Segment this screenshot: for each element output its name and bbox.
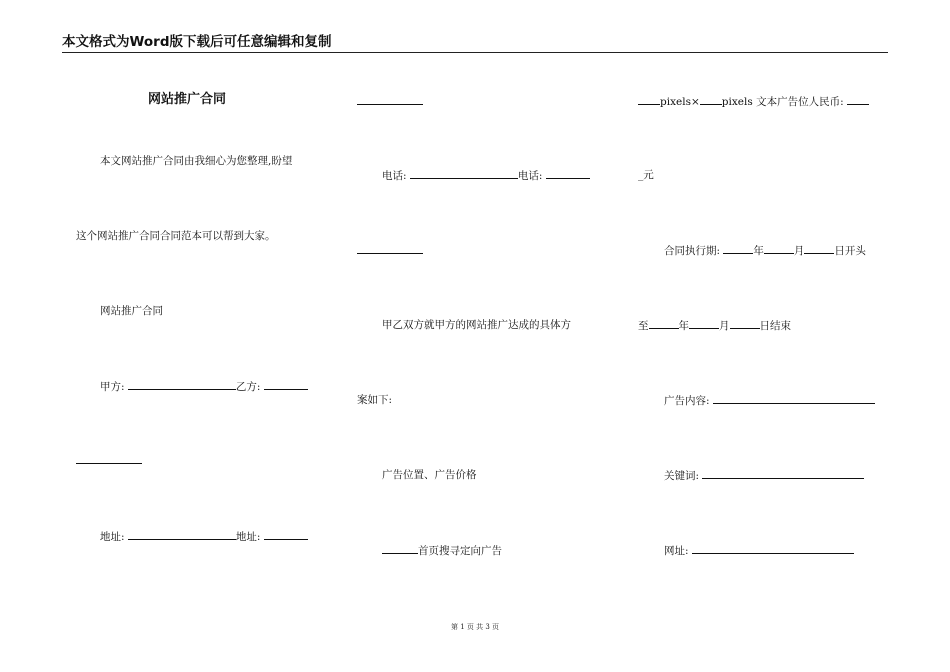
continuation-blank-2[interactable] [357, 104, 423, 105]
period-label: 合同执行期: [664, 245, 721, 257]
keywords-line [664, 468, 864, 483]
price-blank[interactable] [847, 94, 869, 105]
end-year-blank[interactable] [649, 318, 679, 329]
party-a-label: 甲方: [100, 381, 125, 393]
keywords-blank[interactable] [702, 468, 864, 479]
start-day-blank[interactable] [804, 243, 834, 254]
para-line-2: 案如下: [357, 394, 393, 406]
phone-a-label: 电话: [382, 170, 407, 182]
item-homepage-ad-line [382, 543, 502, 558]
ad-content-line [664, 393, 875, 408]
pixels-line [638, 94, 869, 109]
end-year-label: 年 [678, 320, 689, 332]
address-b-blank[interactable] [264, 529, 308, 540]
to-label: 至 [638, 320, 649, 332]
para-line-1: 甲乙双方就甲方的网站推广达成的具体方 [382, 319, 571, 331]
end-month-label: 月 [719, 320, 730, 332]
end-month-blank[interactable] [689, 318, 719, 329]
header-title: 本文格式为Word版下载后可任意编辑和复制 [62, 34, 332, 50]
address-line [100, 529, 308, 544]
period-end-line [638, 318, 791, 333]
contract-heading: 网站推广合同 [100, 305, 163, 317]
keywords-label: 关键词: [664, 470, 700, 482]
start-month-label: 月 [793, 245, 805, 257]
pixels-height-blank[interactable] [700, 94, 722, 105]
start-day-label: 日开头 [834, 245, 866, 257]
party-b-blank[interactable] [264, 379, 308, 390]
pixels-a-label: pixels× [660, 96, 700, 108]
continuation-blank-3[interactable] [357, 253, 423, 254]
phone-a-blank[interactable] [410, 168, 518, 179]
phone-line [382, 168, 590, 183]
phone-b-blank[interactable] [546, 168, 590, 179]
page-header [62, 34, 888, 53]
phone-b-label: 电话: [517, 170, 543, 182]
start-month-blank[interactable] [764, 243, 794, 254]
yuan-label: _元 [638, 169, 654, 181]
document-title: 网站推广合同 [148, 92, 227, 107]
url-label: 网址: [664, 545, 689, 557]
continuation-blank-1[interactable] [76, 463, 142, 464]
page-number: 第 1 页 共 3 页 [450, 623, 500, 631]
homepage-ad-blank[interactable] [382, 543, 418, 554]
end-day-label: 日结束 [759, 320, 791, 332]
pixels-width-blank[interactable] [638, 94, 660, 105]
ad-content-label: 广告内容: [664, 395, 710, 407]
party-line [100, 379, 308, 394]
period-start-line [664, 243, 866, 258]
address-a-label: 地址: [100, 531, 125, 543]
ad-content-blank[interactable] [713, 393, 875, 404]
address-b-label: 地址: [235, 531, 261, 543]
pixels-b-label: pixels 文本广告位人民币: [721, 96, 844, 108]
party-b-label: 乙方: [235, 381, 261, 393]
start-year-blank[interactable] [723, 243, 753, 254]
address-a-blank[interactable] [128, 529, 236, 540]
item-homepage-ad: 首页搜寻定向广告 [418, 545, 502, 557]
intro-line-2: 这个网站推广合同合同范本可以帮到大家。 [76, 230, 276, 242]
item-ad-position-price: 广告位置、广告价格 [382, 469, 477, 481]
end-day-blank[interactable] [730, 318, 760, 329]
url-line [664, 543, 854, 558]
party-a-blank[interactable] [128, 379, 236, 390]
start-year-label: 年 [753, 245, 764, 257]
intro-line-1: 本文网站推广合同由我细心为您整理,盼望 [100, 155, 293, 167]
url-blank[interactable] [692, 543, 854, 554]
